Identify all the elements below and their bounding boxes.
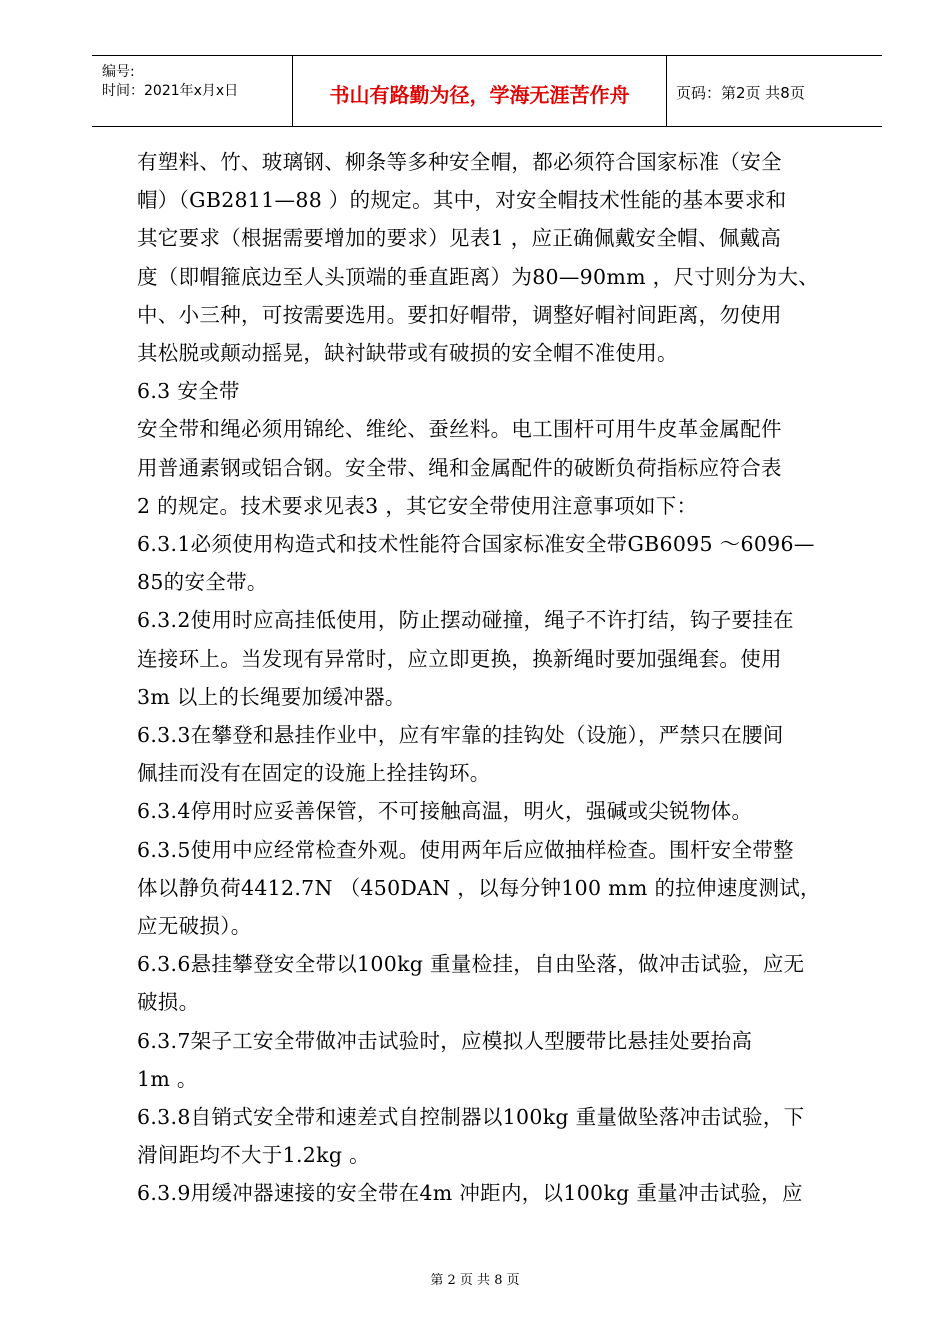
body-line: 应无破损）。 [137,914,252,938]
body-line: 6.3.2使用时应高挂低使用，防止摆动碰撞，绳子不许打结，钩子要挂在 [137,608,794,633]
document-time-label: 时间：2021年x月x日 [102,83,239,99]
body-line: 有塑料、竹、玻璃钢、柳条等多种安全帽，都必须符合国家标准（安全 [137,150,782,174]
body-line: 6.3.6悬挂攀登安全带以100kg 重量检挂，自由坠落，做冲击试验，应无 [137,952,805,977]
body-line: 中、小三种，可按需要选用。要扣好帽带，调整好帽衬间距离，勿使用 [137,302,782,327]
page-footer: 第 2 页 共 8 页 [430,1273,520,1288]
body-line: 2 的规定。技术要求见表3 ，其它安全带使用注意事项如下： [137,493,698,518]
body-line: 滑间距均不大于1.2kg 。 [137,1143,370,1168]
body-line: 6.3.8自销式安全带和速差式自控制器以100kg 重量做坠落冲击试验，下 [137,1105,805,1129]
body-line: 其松脱或颠动摇晃，缺衬缺带或有破损的安全帽不准使用。 [137,341,678,365]
document-header [92,55,882,127]
body-line: 3m 以上的长绳要加缓冲器。 [137,684,406,709]
body-line: 6.3.3在攀登和悬挂作业中，应有牢靠的挂钩处（设施），严禁只在腰间 [137,723,784,747]
body-line: 1m 。 [137,1066,198,1091]
body-line: 6.3.1必须使用构造式和技术性能符合国家标准安全带GB6095 ～6096— [137,532,815,556]
header-right-cell [666,56,882,126]
header-page-info: 页码：第2页 共8页 [676,84,805,102]
body-line: 6.3.9用缓冲器速接的安全带在4m 冲距内，以100kg 重量冲击试验，应 [137,1181,803,1206]
body-line: 体以静负荷4412.7N （450DAN ，以每分钟100 mm 的拉伸速度测试， [137,875,821,900]
body-line: 佩挂而没有在固定的设施上拴挂钩环。 [137,761,491,786]
body-line: 其它要求（根据需要增加的要求）见表1 ，应正确佩戴安全帽、佩戴高 [137,226,782,251]
body-line: 用普通素钢或铝合钢。安全带、绳和金属配件的破断负荷指标应符合表 [137,455,782,480]
header-middle-cell [292,56,667,126]
body-line: 6.3.5使用中应经常检查外观。使用两年后应做抽样检查。围杆安全带整 [137,837,794,862]
body-line: 连接环上。当发现有异常时，应立即更换，换新绳时要加强绳套。使用 [137,646,782,671]
body-line: 6.3.4停用时应妥善保管，不可接触高温，明火，强碱或尖锐物体。 [137,799,753,824]
body-line: 帽）（GB2811—88 ）的规定。其中，对安全帽技术性能的基本要求和 [137,188,787,213]
body-line: 破损。 [137,990,200,1015]
body-line: 6.3 安全带 [137,379,240,404]
body-line: 安全带和绳必须用锦纶、维纶、蚕丝料。电工围杆可用牛皮革金属配件 [137,417,782,442]
body-line: 6.3.7架子工安全带做冲击试验时，应模拟人型腰带比悬挂处要抬高 [137,1028,753,1053]
body-line: 85的安全带。 [137,570,268,595]
header-motto: 书山有路勤为径，学海无涯苦作舟 [329,83,630,107]
body-line: 度（即帽箍底边至人头顶端的垂直距离）为80—90mm ，尺寸则分为大、 [137,264,820,289]
document-number-label: 编号: [102,64,135,80]
header-left-cell [92,56,292,126]
